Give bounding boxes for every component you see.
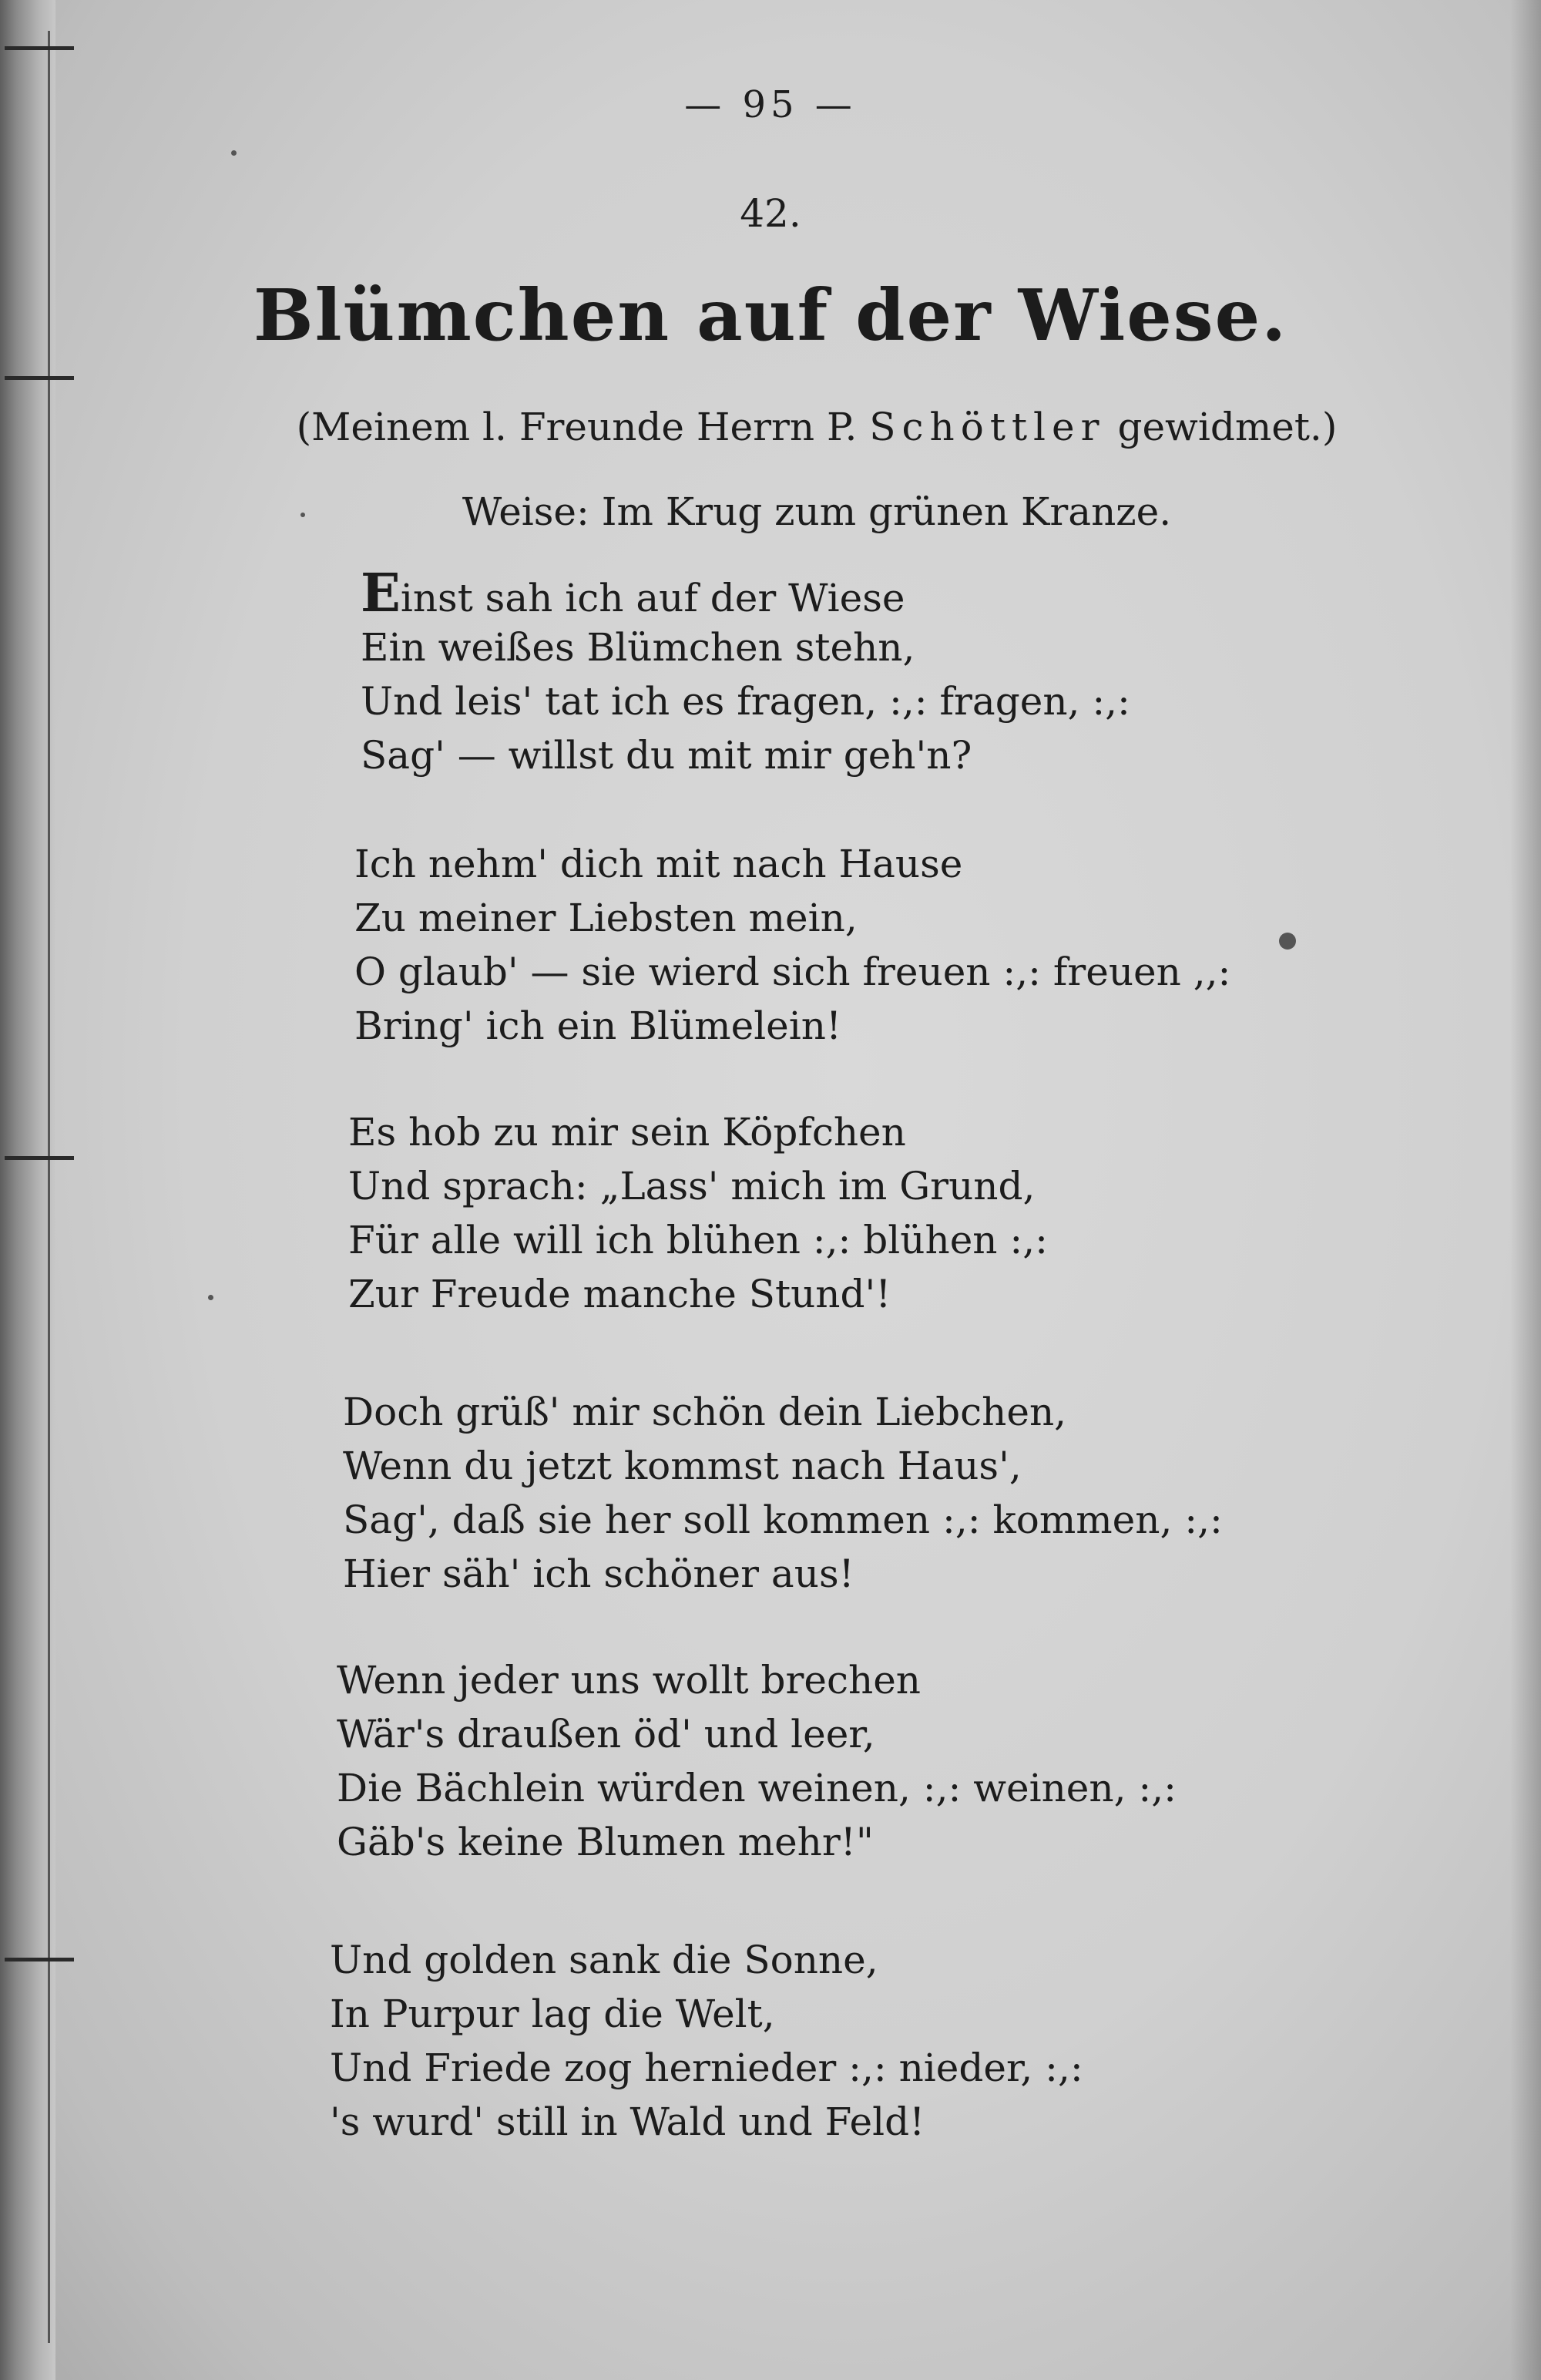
verse-line: Wenn jeder uns wollt brechen: [337, 1658, 922, 1703]
binding-stitch: [5, 1156, 74, 1160]
stanza: [330, 1933, 1541, 2149]
verse-line: [361, 563, 1541, 624]
poem-title: Blümchen auf der Wiese.: [253, 274, 1288, 357]
verse-line: Und Friede zog hernieder :,: nieder, :,:: [330, 2046, 1083, 2090]
verse-line: Doch grüß' mir schön dein Liebchen,: [343, 1390, 1067, 1434]
binding-stitch: [5, 1958, 74, 1961]
ink-speck: [208, 1295, 213, 1300]
melody-note: Weise: Im Krug zum grünen Kranze.: [462, 489, 1172, 534]
stanza: [348, 1105, 1541, 1321]
verse-line: Zur Freude manche Stund'!: [348, 1272, 891, 1316]
verse-line: Sag' — willst du mit mir geh'n?: [361, 733, 972, 778]
dedication-prefix: (Meinem l. Freunde Herrn P.: [296, 405, 858, 449]
verse-line: 's wurd' still in Wald und Feld!: [330, 2099, 925, 2144]
verse-line: Die Bächlein würden weinen, :,: weinen, :,:: [337, 1766, 1177, 1810]
verse-line: Hier säh' ich schöner aus!: [343, 1551, 854, 1596]
verse-line: O glaub' — sie wierd sich freuen :,: freuen ,,:: [354, 950, 1231, 994]
verse-line: Wenn du jetzt kommst nach Haus',: [343, 1444, 1022, 1488]
verse-line: Ich nehm' dich mit nach Hause: [354, 842, 963, 886]
verse-line: Ein weißes Blümchen stehn,: [361, 625, 915, 670]
initial-letter: E: [361, 563, 401, 624]
page-number: — 95 —: [684, 83, 857, 126]
dedication-suffix: gewidmet.): [1117, 405, 1338, 449]
binding-stitch: [5, 46, 74, 50]
verse-line: Sag', daß sie her soll kommen :,: kommen, :,:: [343, 1498, 1223, 1542]
poem-number: 42.: [740, 191, 801, 236]
dedication: [293, 405, 1341, 449]
verse-line: Und sprach: „Lass' mich im Grund,: [348, 1164, 1036, 1208]
verse-line: Bring' ich ein Blümelein!: [354, 1003, 842, 1048]
dedication-name: Schöttler: [869, 405, 1106, 449]
verse-line: Zu meiner Liebsten mein,: [354, 896, 858, 940]
verse-line-text: inst sah ich auf der Wiese: [400, 576, 905, 620]
ink-speck: [231, 150, 237, 156]
verse-line: Und golden sank die Sonne,: [330, 1938, 878, 1982]
stanza: [337, 1653, 1541, 1869]
verse-line: Für alle will ich blühen :,: blühen :,:: [348, 1218, 1048, 1262]
verse-line: Wär's draußen öd' und leer,: [337, 1712, 875, 1756]
stanza: [343, 1385, 1541, 1601]
verse-line: Und leis' tat ich es fragen, :,: fragen, :,:: [361, 679, 1130, 724]
verse-line: In Purpur lag die Welt,: [330, 1992, 775, 2036]
stanza: [354, 837, 1541, 1053]
stanza: [361, 563, 1541, 782]
binding-stitch: [5, 376, 74, 380]
verse-line: Es hob zu mir sein Köpfchen: [348, 1110, 906, 1155]
verse-line: Gäb's keine Blumen mehr!": [337, 1820, 874, 1864]
